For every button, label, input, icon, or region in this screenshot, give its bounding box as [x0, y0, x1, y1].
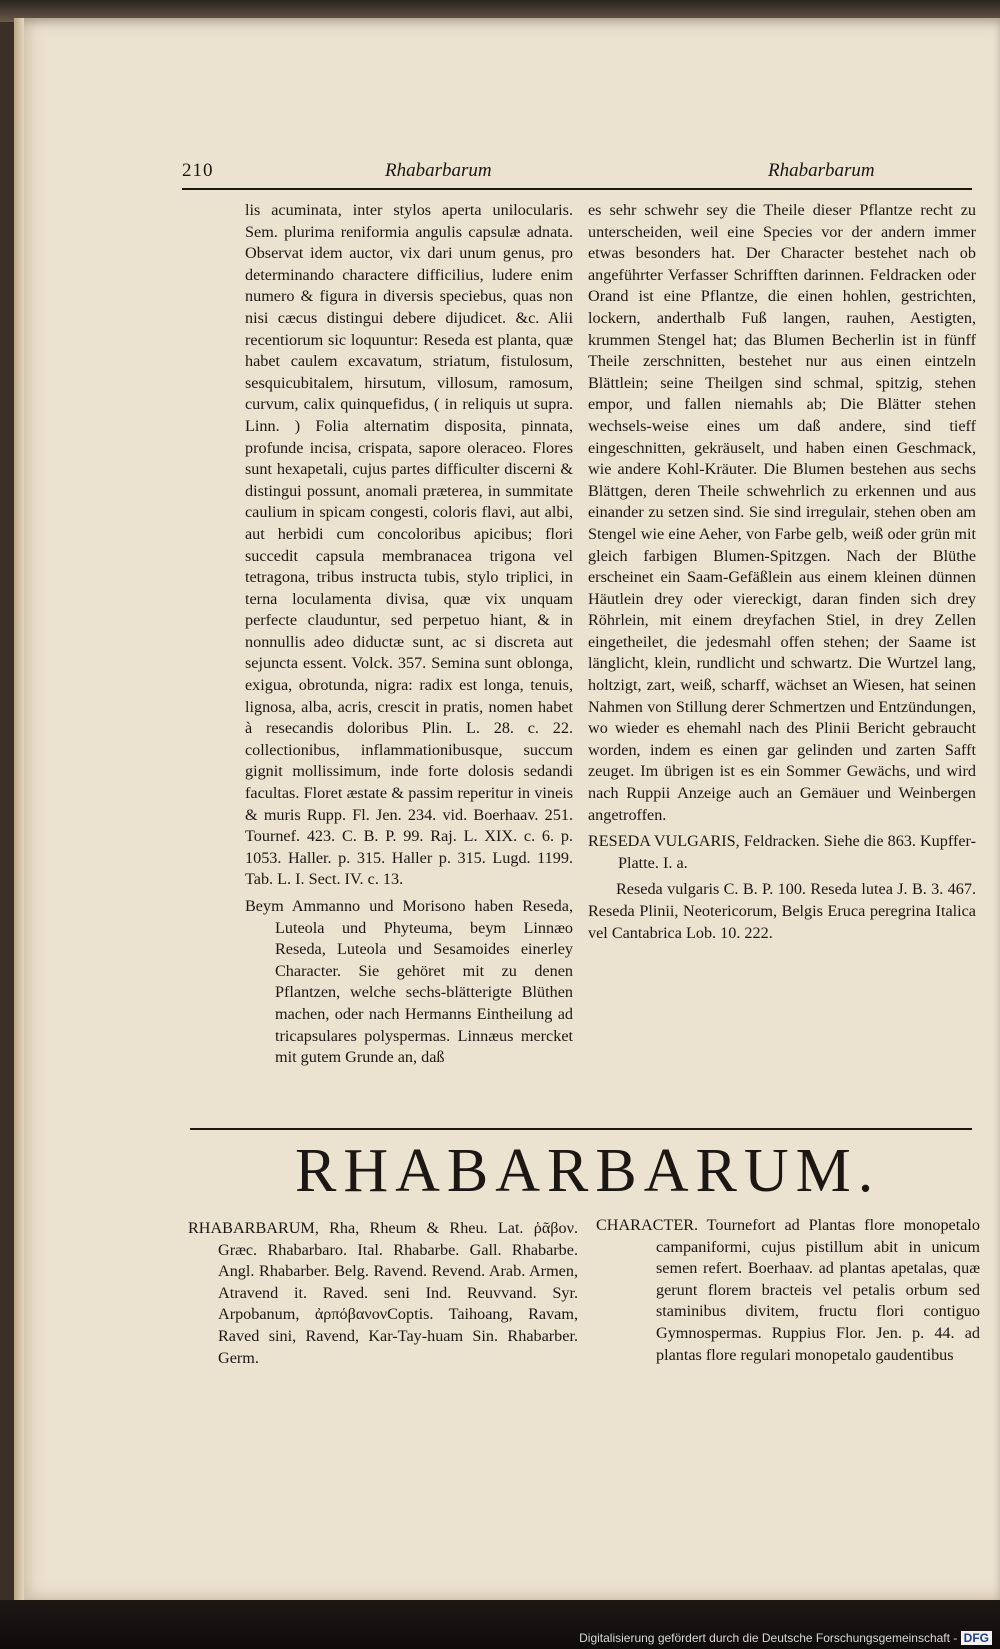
- page-gutter: [14, 18, 24, 1600]
- lower-right-column: [596, 1215, 980, 1371]
- page-number: 210: [182, 160, 214, 181]
- latin-description: lis acuminata, inter stylos aperta unilocularis. Sem. plurima reniformia angulis capsulæ adnata. Observat idem auctor, vix dari unum genus, pro determinando charactere difficilius, ludere enim numero & figura in diversis speciebus, quas non nisi cæcus distingui debere dijudicet. &c. Alii recentiorum sic loquuntur: Reseda est planta, quæ habet caulem excavatum, striatum, fistulosum, sesquicubitalem, hirsutum, villosum, ramosum, curvum, calix quinquefidus, ( in reliquis ut supra. Linn. ) Folia alternatim disposita, pinnata, profunde incisa, crispata, sapore oleraceo. Flores sunt hexapetali, cujus partes difficulter discerni & distingui possunt, anomali præterea, in summitate caulium in spicam congesti, coloris flavi, aut albi, aut herbidi cum concoloribus apicibus; flori succedit capsula membranacea trigona vel tetragona, tribus instructa tubis, stylo triplici, in terna loculamenta divisa, quæ vix unquam perfecte clauduntur, sed perpetuo hiant, & in nonnullis adeo diductæ sunt, ac si discreta aut sejuncta essent. Volck. 357. Semina sunt oblonga, exigua, obrotunda, nigra: radix est longa, tenuis, lignosa, alba, acris, crescit in pratis, nomen habet à resecandis doloribus Plin. L. 28. c. 22. collectionibus, inflammationibusque, succum gignit mollissimum, inde forte dolosis sedandi facultas. Floret æstate & passim reperitur in vineis & muris Rupp. Fl. Jen. 234. vid. Boerhaav. 251. Tournef. 423. C. B. P. 99. Raj. L. XIX. c. 6. p. 1053. Haller. p. 315. Haller p. 315. Lugd. 1199. Tab. L. I. Sect. IV. c. 13.: [245, 201, 573, 889]
- right-column: [588, 200, 976, 949]
- digitization-note: [579, 1631, 992, 1645]
- reseda-synonyms: Reseda vulgaris C. B. P. 100. Reseda lutea J. B. 3. 467. Reseda Plinii, Neotericorum, Belgis Eruca peregrina Italica vel Cantabrica Lob. 10. 222.: [588, 880, 976, 942]
- dfg-logo: DFG: [961, 1631, 992, 1645]
- running-head-right: Rhabarbarum: [768, 160, 875, 181]
- section-title: RHABARBARUM.: [295, 1137, 881, 1205]
- left-column: [245, 200, 573, 1074]
- digitization-text: Digitalisierung gefördert durch die Deutsche Forschungsgemeinschaft -: [579, 1631, 958, 1645]
- german-note: Beym Ammanno und Morisono haben Reseda, Luteola und Phyteuma, beym Linnæo Reseda, Luteola und Sesamoides einerley Character. Sie gehöret mit zu denen Pflantzen, welche sechs-blätterigte Blüthen machen, oder nach Hermanns Eintheilung ad tricapsulares polyspermas. Linnæus mercket mit gutem Grunde an, daß: [245, 897, 573, 1067]
- section-rule: [190, 1128, 972, 1130]
- character-description: CHARACTER. Tournefort ad Plantas flore monopetalo campaniformi, cujus pistillum abit in unicum semen refert. Boerhaav. ad plantas apetalas, quæ gerunt florem bracteis vel petalis orbum sed staminibus divitem, fructu flori contiguo Gymnospermas. Ruppius Flor. Jen. p. 44. ad plantas flore regulari monopetalo gaudentibus: [596, 1216, 980, 1364]
- rhabarbarum-names: RHABARBARUM, Rha, Rheum & Rheu. Lat. ῥᾶβον. Græc. Rhabarbaro. Ital. Rhabarbe. Gall. Rhabarbe. Angl. Rhabarber. Belg. Ravend. Revend. Arab. Armen, Atravend it. Raved. seni Ind. Reuvvand. Syr. Arpobanum, ἀρπόβανονCoptis. Taihoang, Ravam, Raved sini, Ravend, Kar-Tay-huam Sin. Rhabarber. Germ.: [188, 1219, 578, 1367]
- reseda-heading: RESEDA VULGARIS, Feldracken. Siehe die 863. Kupffer-Platte. I. a.: [588, 832, 976, 872]
- german-description: es sehr schwehr sey die Theile dieser Pflantze recht zu unterscheiden, weil eine Species vor der andern immer etwas besonders hat. Der Character bestehet nach ob angeführter Verfasser Schrifften darinnen. Feldracken oder Orand ist eine Pflantze, die einen hohlen, gestrichten, lockern, anderthalb Fuß langen, rauhen, Aestigten, krummen Stengel hat; das Blumen Becherlin ist in fünff Theile zerschnitten, bestehet nur aus einen eintzeln Blättlein; seine Theilgen sind schmal, spitzig, stehen empor, und fallen niemahls ab; Die Blätter stehen wechsels-weise eines um daß andere, sind tieff eingeschnitten, gekräuselt, und haben einen Geschmack, wie andere Kohl-Kräuter. Die Blumen bestehen aus sechs Blättgen, deren Theile schwehrlich zu erkennen und aus einander zu setzen sind. Sie sind irregulair, stehen oben am Stengel wie eine Aeher, von Farbe gelb, weiß oder grün mit gleich farbigen Blumen-Spitzgen. Nach der Blüthe erscheinet ein Saam-Gefäßlein aus einem kleinen dünnen Häutlein drey oder viereckigt, daran finden sich drey Röhrlein, mit einem dreyfachen Stiel, in drey Zellen eingetheilet, die jedesmahl offen stehen; der Saame ist länglicht, klein, rundlicht und schwartz. Die Wurtzel lang, holtzigt, zart, weiß, scharff, wächset an Wiesen, hat seinen Nahmen von Stillung derer Schmertzen und Entzündungen, wo wieder es ehemahl nach des Plinii Bericht gebraucht worden, indem es einen gar gelinden und zarten Safft zeuget. Im übrigen ist es ein Sommer Gewächs, und wird nach Ruppii Anzeige auch an Gemäuer und Weinbergen angetroffen.: [588, 201, 976, 824]
- header-rule: [182, 188, 972, 190]
- scan-bottom-band: [0, 1600, 1000, 1649]
- running-head-left: Rhabarbarum: [385, 160, 492, 181]
- lower-left-column: [188, 1218, 578, 1374]
